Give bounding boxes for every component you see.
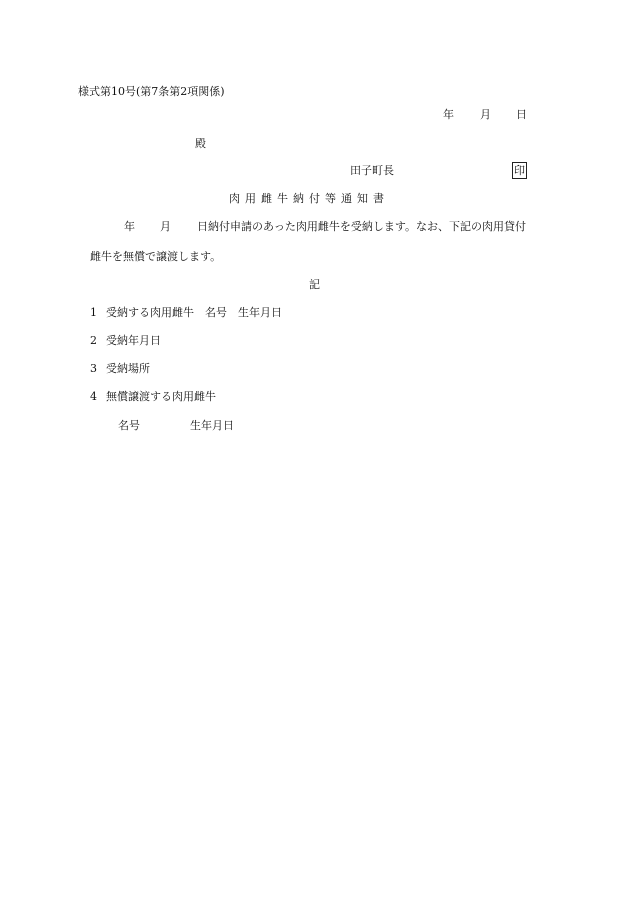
item-number: 2 <box>90 334 97 347</box>
date-month-label: 月 <box>480 108 491 121</box>
item-number: 4 <box>90 390 97 403</box>
body-line-2: 雌牛を無償で譲渡します。 <box>90 250 222 263</box>
item-number: 1 <box>90 306 97 319</box>
date-day-label: 日 <box>516 108 527 121</box>
item-text: 受納する肉用雌牛 名号 生年月日 <box>106 306 282 319</box>
ki-heading: 記 <box>309 278 320 291</box>
body-year-label: 年 <box>124 220 135 233</box>
sub-name-label: 名号 <box>118 419 140 432</box>
item-text: 受納場所 <box>106 362 150 375</box>
issuer-name: 田子町長 <box>350 164 394 177</box>
addressee-suffix: 殿 <box>195 137 206 150</box>
item-number: 3 <box>90 362 97 375</box>
item-text: 無償譲渡する肉用雌牛 <box>106 390 216 403</box>
body-text: 日納付申請のあった肉用雌牛を受納します。なお、下記の肉用貸付 <box>197 220 527 233</box>
seal-stamp: 印 <box>514 164 525 177</box>
body-month-label: 月 <box>160 220 171 233</box>
document-title: 肉用雌牛納付等通知書 <box>229 192 389 205</box>
date-year-label: 年 <box>443 108 454 121</box>
sub-birth-label: 生年月日 <box>190 419 234 432</box>
form-number: 様式第10号(第7条第2項関係) <box>78 85 225 98</box>
item-text: 受納年月日 <box>106 334 161 347</box>
